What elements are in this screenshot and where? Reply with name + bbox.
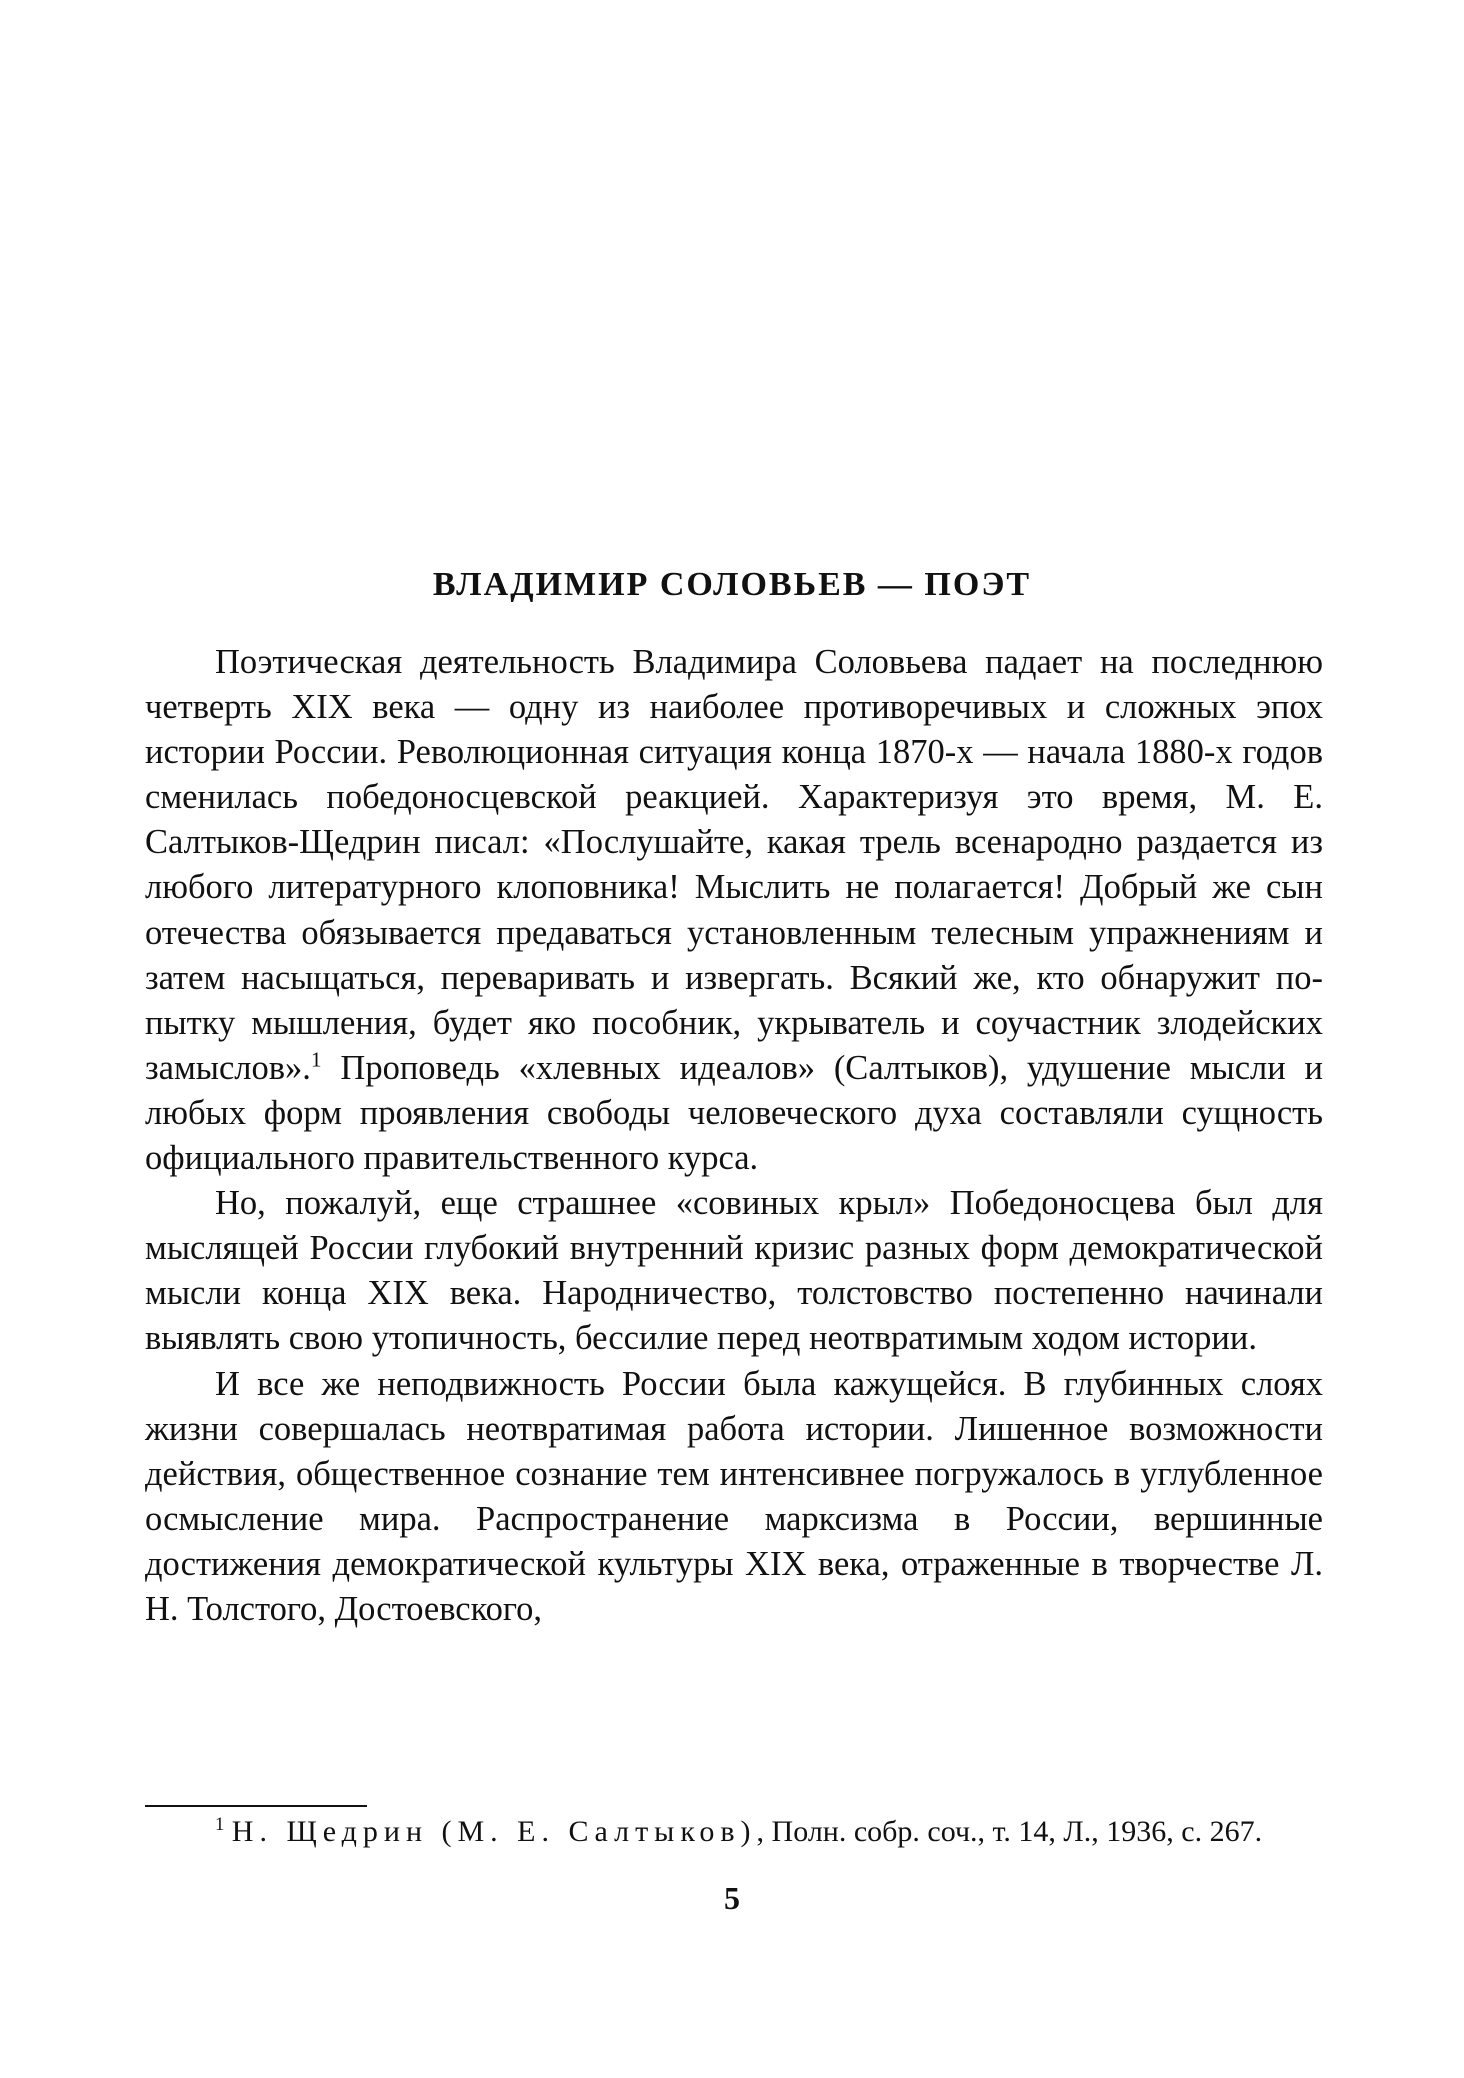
footnote-author: Н. Щедрин (М. Е. Салтыков) <box>231 1815 757 1848</box>
footnote-mark: 1 <box>215 1814 225 1835</box>
body-text <box>145 640 1323 1632</box>
footnote-citation: , Полн. собр. соч., т. 14, Л., 1936, с. 267. <box>756 1815 1263 1848</box>
footnote <box>145 1814 1323 1850</box>
page-number: 5 <box>724 1880 740 1916</box>
paragraph-1-continuation: Проповедь «хлевных идеалов» (Салтыков), удушение мысли и любых форм проявления свободы человеческого духа составляли сущность официального правительственного курса. <box>145 1048 1323 1178</box>
paragraph-1-text: Поэтическая деятельность Владимира Соловьева падает на последнюю четверть XIX века — одну из наиболее противоречивых и сложных эпох истории России. Революционная ситуация конца 1870-х — начала 1880-х годов сменилась победоносцевской реакцией. Характеризуя это время, М. Е. Салтыков-Щедрин писал: «Послушайте, какая трель всенародно раздается из любого литературного клоповника! Мыслить не полагается! Добрый же сын отечества обязывается предаваться установленным телесным упражнениям и затем насыщаться, переваривать и извергать. Всякий же, кто обнаружит попытку мышления, будет яко пособник, укрыватель и соучастник злодейских замыслов». <box>145 643 1323 1087</box>
footnote-reference: 1 <box>310 1047 322 1072</box>
paragraph-3: И все же неподвижность России была кажущейся. В глубинных слоях жизни совершалась неотвратимая работа истории. Лишенное возможности действия, общественное сознание тем интенсивнее погружалось в углубленное осмысление мира. Распространение марксизма в России, вершинные достижения демократической культуры XIX века, отраженные в творчестве Л. Н. Толстого, Достоевского, <box>145 1364 1323 1628</box>
paragraph-1 <box>145 640 1323 1181</box>
paragraph-2: Но, пожалуй, еще страшнее «совиных крыл» Победоносцева был для мыслящей России глубокий внутренний кризис разных форм демократической мысли конца XIX века. Народничество, толстовство постепенно начинали выявлять свою утопичность, бессилие перед неотвратимым ходом истории. <box>145 1184 1323 1358</box>
chapter-title: ВЛАДИМИР СОЛОВЬЕВ — ПОЭТ <box>432 566 1032 603</box>
footnote-divider <box>145 1805 367 1807</box>
